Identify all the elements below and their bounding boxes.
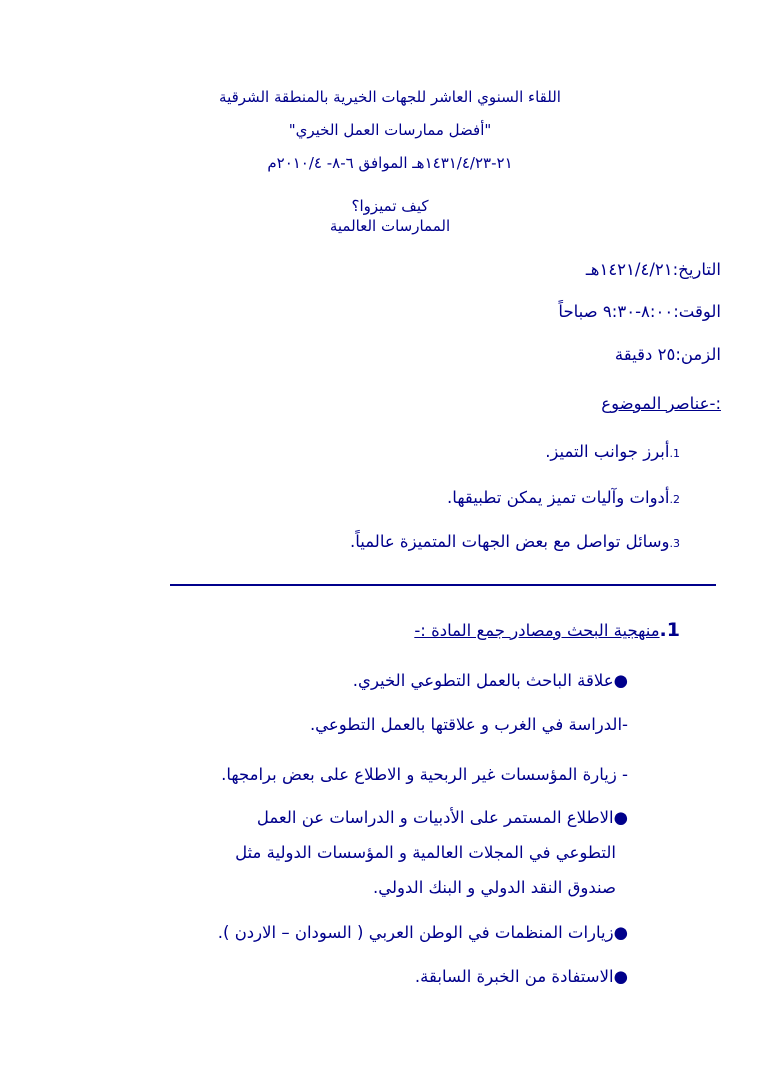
conference-theme: "أفضل ممارسات العمل الخيري" [288,121,492,139]
topic-elements-heading: :-عناصر الموضوع [601,394,721,413]
dash-item: -الدراسة في الغرب و علاقتها بالعمل التطوعي. [309,715,628,734]
bullet-continuation: صندوق النقد الدولي و البنك الدولي. [373,878,616,897]
section-divider [170,584,716,586]
bullet-item: ●علاقة الباحث بالعمل التطوعي الخيري. [352,671,628,690]
list-item-number: 3. [669,537,680,550]
bullet-continuation: التطوعي في المجلات العالمية و المؤسسات الدولية مثل [235,843,616,862]
list-item [545,441,680,465]
bullet-item: ●زيارات المنظمات في الوطن العربي ( السودان – الاردن ). [217,923,628,942]
date-line: التاريخ:١٤٢١/٤/٢١هـ [585,260,721,279]
bullet-item: ●الاطلاع المستمر على الأدبيات و الدراسات عن العمل [256,808,628,827]
list-item-number: 1. [669,447,680,460]
conference-title: اللقاء السنوي العاشر للجهات الخيرية بالمنطقة الشرقية [219,88,561,106]
section-number: 1. [659,619,680,641]
section-title: منهجية البحث ومصادر جمع المادة :- [414,621,660,640]
list-item-text: أبرز جوانب التميز. [545,442,670,461]
question-title: كيف تميزوا؟ [351,197,429,215]
duration-line: الزمن:٢٥ دقيقة [614,345,721,364]
list-item-number: 2. [669,493,680,506]
dash-item: - زيارة المؤسسات غير الربحية و الاطلاع على بعض برامجها. [221,765,628,784]
conference-dates: ٢١-١٤٣١/٤/٢٣هـ الموافق ٦-٨- ٢٠١٠/٤م [267,154,513,172]
section1-heading [414,619,680,642]
subject-title: الممارسات العالمية [329,217,451,235]
list-item [447,487,680,511]
list-item-text: أدوات وآليات تميز يمكن تطبيقها. [447,488,670,507]
time-line: الوقت:٨:٠٠-٩:٣٠ صباحاً [558,302,721,321]
list-item [350,531,680,555]
list-item-text: وسائل تواصل مع بعض الجهات المتميزة عالمياً. [350,532,670,551]
bullet-item: ●الاستفادة من الخبرة السابقة. [414,967,628,986]
